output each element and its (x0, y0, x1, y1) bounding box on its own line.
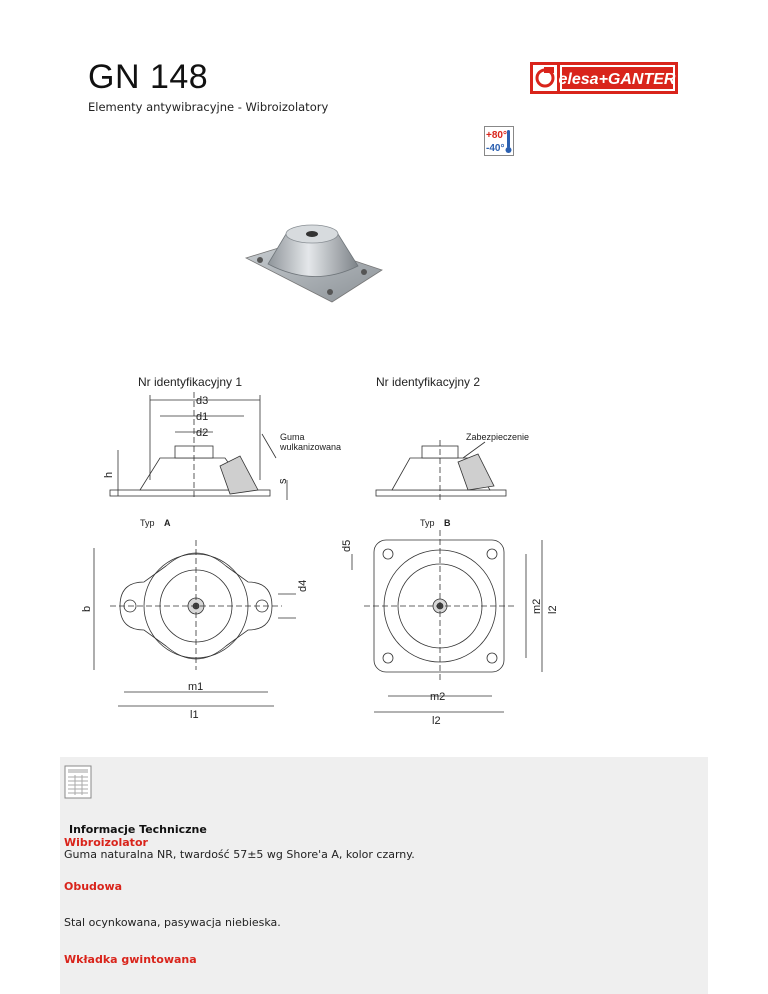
brand-logo (530, 62, 678, 94)
technical-info-title: Informacje Techniczne (69, 823, 207, 836)
product-photo (236, 212, 386, 308)
dim-l2-vertical: l2 (547, 605, 559, 614)
dim-s: s (277, 478, 289, 484)
dim-d5: d5 (341, 539, 353, 552)
dim-m2-horizontal: m2 (430, 691, 446, 703)
type-b-label: B (444, 518, 451, 528)
dim-d3: d3 (196, 395, 209, 407)
document-icon (64, 765, 94, 799)
section-heading-threaded-insert: Wkładka gwintowana (64, 953, 197, 966)
rubber-label-line2: wulkanizowana (280, 442, 342, 452)
dim-l1: l1 (190, 709, 199, 721)
id1-label: Nr identyfikacyjny 1 (138, 375, 243, 389)
page-subtitle: Elementy antywibracyjne - Wibroizolatory (88, 100, 329, 114)
technical-info-section (60, 757, 708, 994)
temp-max-label: +80° (486, 130, 507, 141)
technical-drawing (80, 370, 580, 730)
rubber-label-line1: Guma (280, 432, 305, 442)
dim-m1: m1 (188, 681, 204, 693)
type-a-prefix: Typ (140, 518, 155, 528)
type-a-label: A (164, 518, 171, 528)
id2-label: Nr identyfikacyjny 2 (376, 375, 481, 389)
temp-min-label: -40° (486, 143, 505, 154)
section-heading-vibration-isolator: Wibroizolator (64, 836, 148, 849)
temperature-range-icon (484, 126, 514, 156)
dim-d1: d1 (196, 411, 209, 423)
section-text-vibration-isolator: Guma naturalna NR, twardość 57±5 wg Shore'a A, kolor czarny. (64, 848, 415, 861)
dim-d2: d2 (196, 427, 209, 439)
section-heading-housing: Obudowa (64, 880, 123, 893)
dim-b: b (81, 605, 93, 612)
dim-m2-vertical: m2 (531, 598, 543, 614)
page-title: GN 148 (88, 58, 209, 96)
type-b-prefix: Typ (420, 518, 435, 528)
safety-label: Zabezpieczenie (466, 432, 530, 442)
dim-l2-horizontal: l2 (432, 715, 441, 727)
logo-text: elesa+GANTER (558, 71, 676, 88)
section-text-housing: Stal ocynkowana, pasywacja niebieska. (64, 916, 281, 929)
dim-d4: d4 (297, 579, 309, 592)
dim-h: h (103, 471, 115, 478)
